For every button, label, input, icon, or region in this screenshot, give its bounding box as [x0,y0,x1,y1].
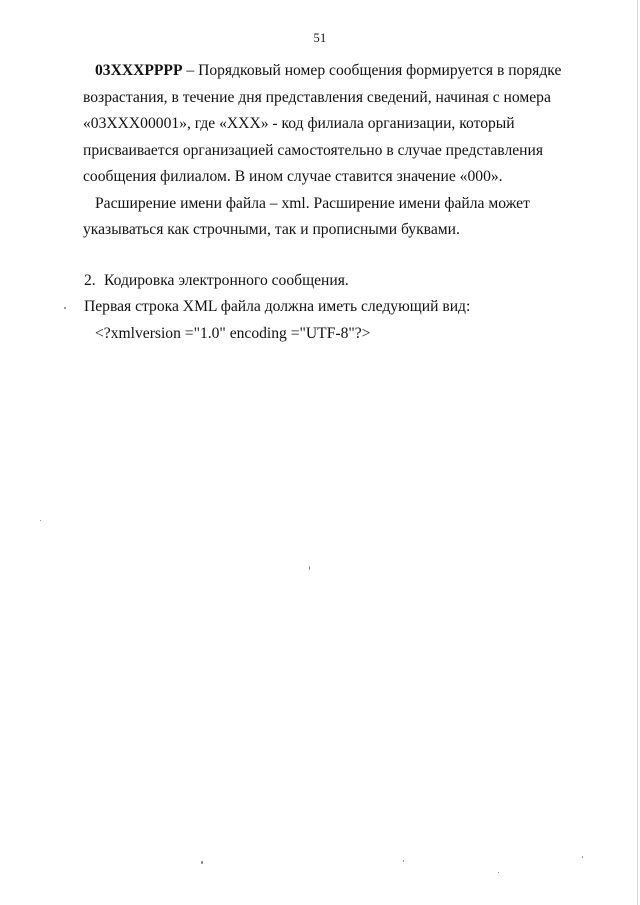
scan-speck [201,861,203,864]
section-heading [83,268,603,295]
scan-speck [64,307,66,309]
paragraph-xml-first-line: Первая строка XML файла должна иметь следующий вид: [84,298,471,315]
xml-declaration-example: <?xmlversion ="1.0" encoding ="UTF-8"?> [95,324,371,342]
section-number: 2. [84,271,96,289]
message-number-description: – Порядковый номер сообщения формируется в порядке возрастания, в течение дня представления сведений, начиная с номера «03XXX00001», где «XXX» - код филиала организации, который присваивается организацией самостоятельно в случае представления сообщения филиалом. В ином случае ставится значение «000». [83,62,562,185]
page-number: 51 [313,31,327,45]
paragraph-file-extension: Расширение имени файла – xml. Расширение имени файла может указываться как строчными, так и прописными буквами. [83,194,530,238]
message-number-term: 03XXXPPPP [95,62,183,79]
scan-speck [498,872,499,873]
section-title: Кодировка электронного сообщения. [104,271,349,289]
paragraph-message-number [83,58,603,191]
scan-speck [40,520,41,521]
scan-speck [403,860,404,862]
spacer [83,244,603,268]
page-edge [637,0,638,905]
scan-speck [582,856,583,858]
scan-speck [309,566,310,570]
document-body [83,58,603,347]
